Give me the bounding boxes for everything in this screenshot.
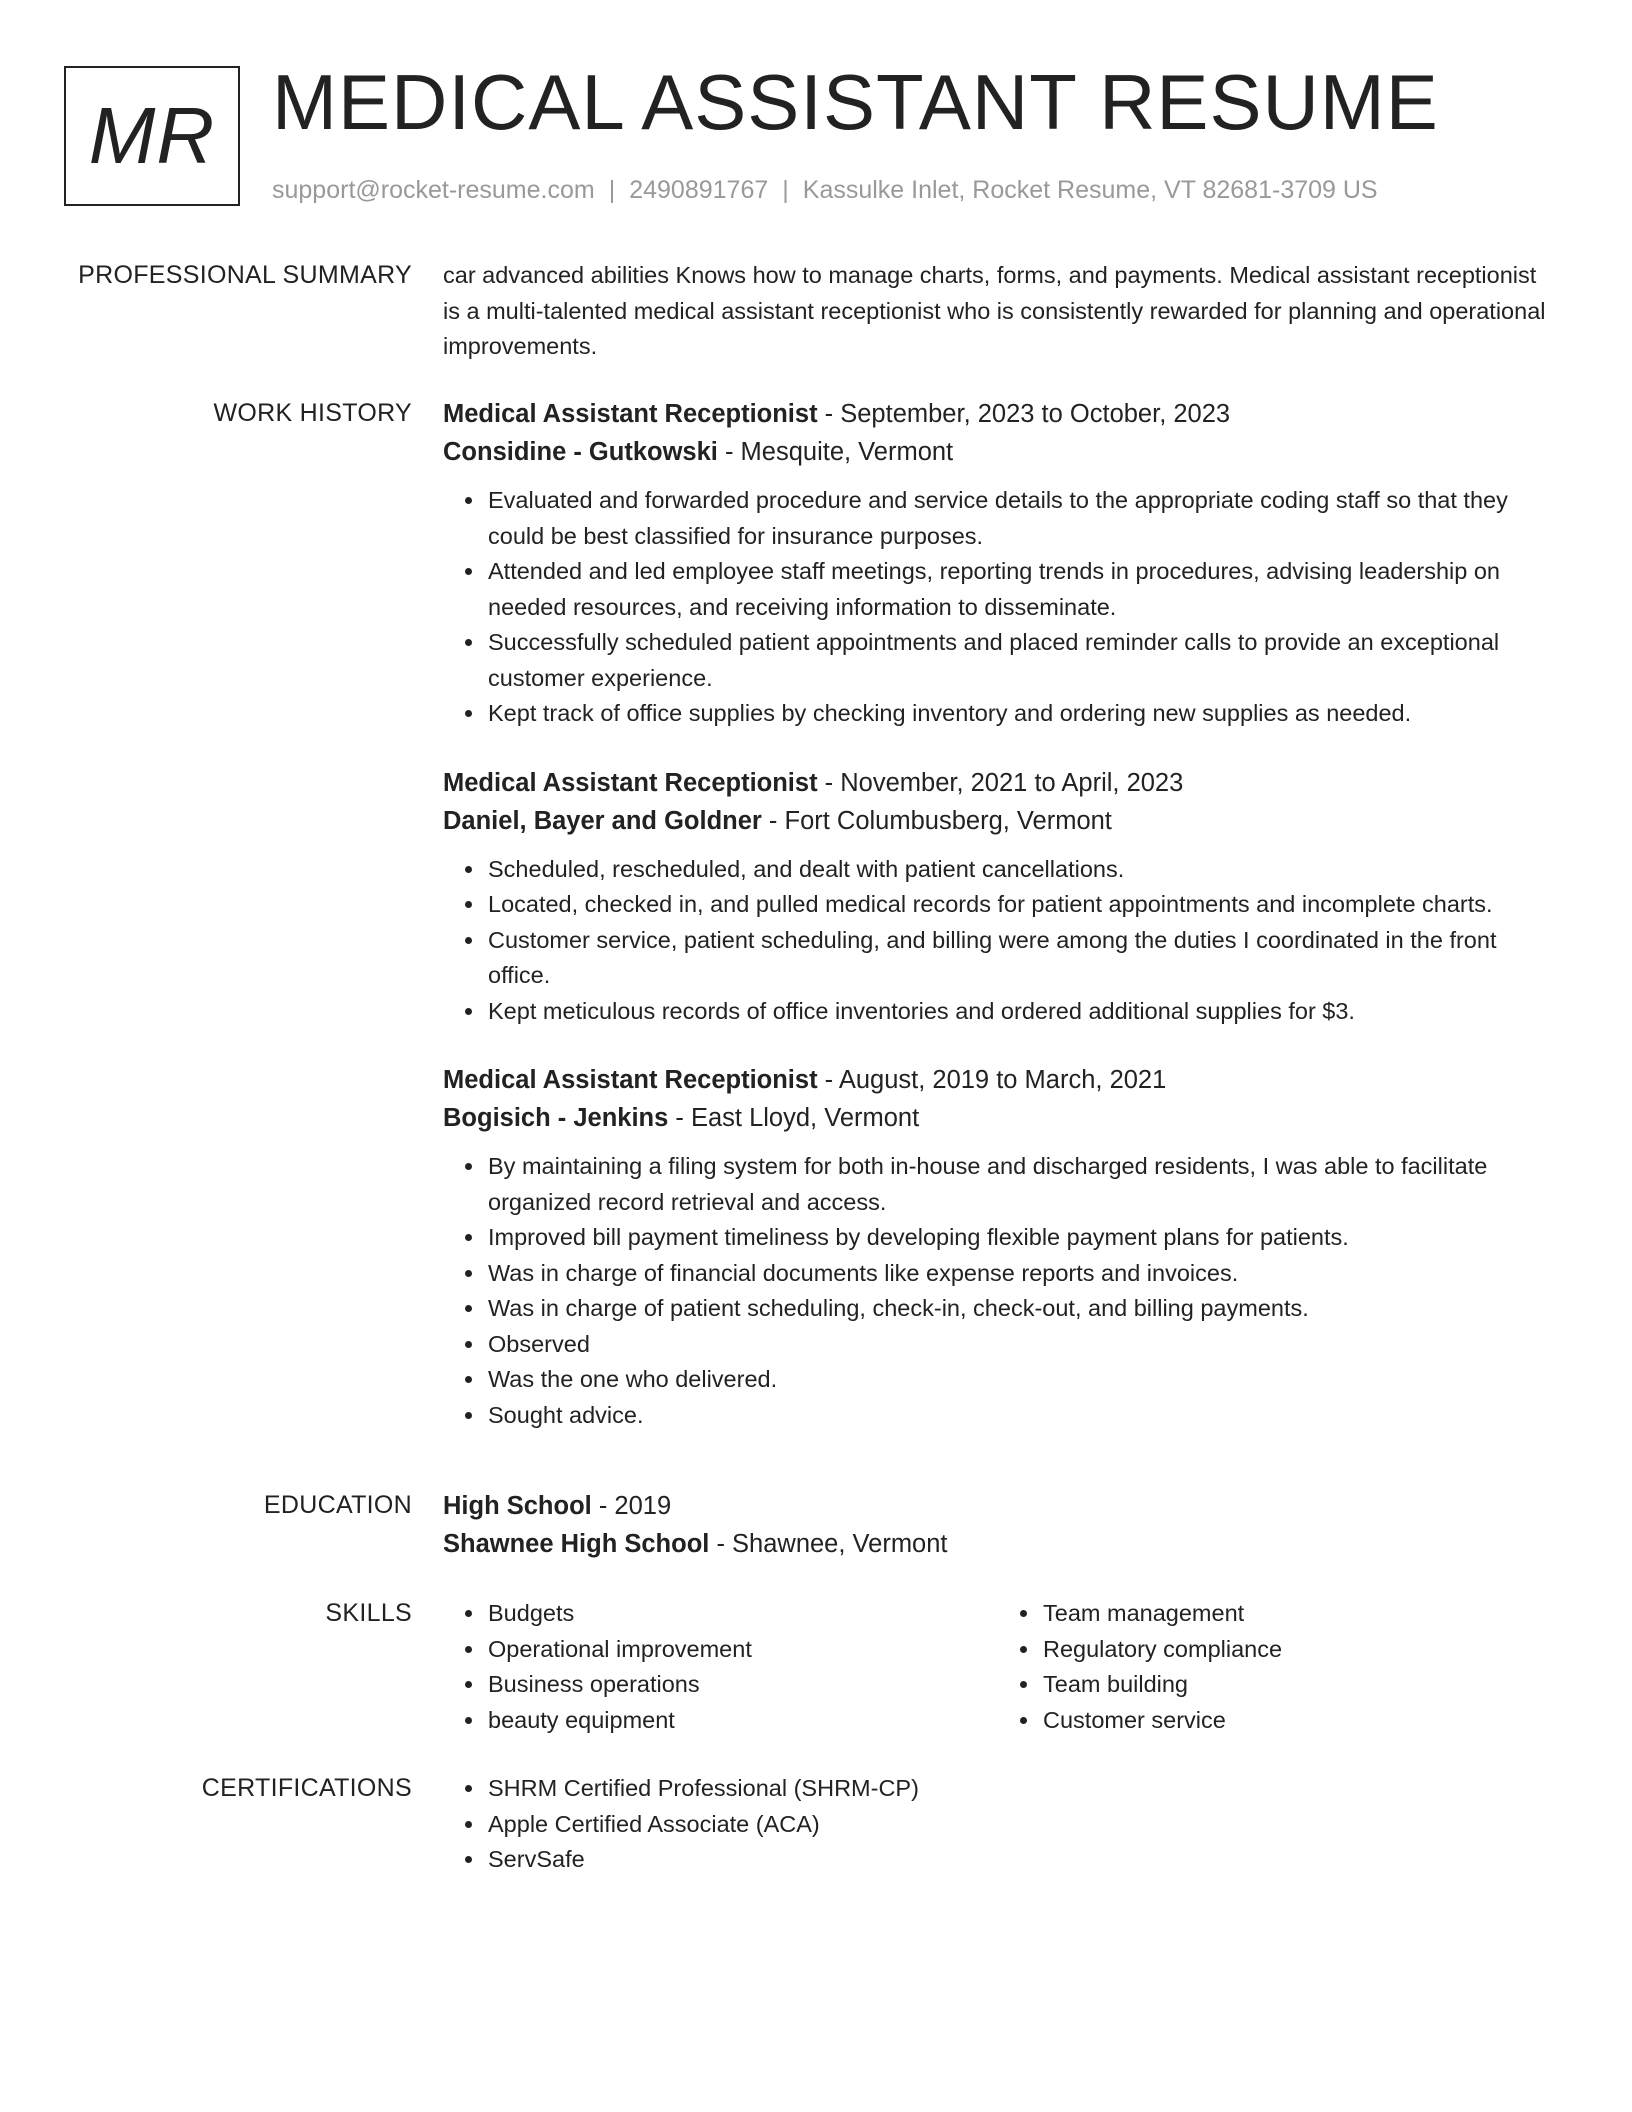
education-school: Shawnee High School	[443, 1530, 710, 1558]
list-item: • Was the one who delivered.	[486, 1362, 1553, 1398]
work-history-body	[443, 395, 1553, 1433]
section-heading-certifications: CERTIFICATIONS	[201, 1774, 412, 1802]
resume-title: MEDICAL ASSISTANT RESUME	[272, 58, 1439, 146]
job-company: Considine - Gutkowski	[443, 438, 718, 466]
list-item: • Improved bill payment timeliness by developing flexible payment plans for patients.	[486, 1220, 1553, 1256]
education-year: - 2019	[591, 1492, 672, 1520]
summary-text: car advanced abilities Knows how to manage charts, forms, and payments. Medical assistant receptionist is a multi-talented medical assistant receptionist who is consistently rewarded for planning and operational improvements.	[443, 262, 1546, 359]
list-item: • Apple Certified Associate (ACA)	[486, 1807, 1553, 1843]
job-location: - Mesquite, Vermont	[717, 438, 954, 466]
job-title: Medical Assistant Receptionist	[443, 1066, 818, 1094]
section-heading-education: EDUCATION	[263, 1491, 412, 1519]
list-item: • Kept meticulous records of office inventories and ordered additional supplies for $3.	[486, 994, 1553, 1030]
job-company: Daniel, Bayer and Goldner	[443, 806, 762, 835]
contact-separator: |	[608, 176, 616, 204]
job-location: - East Lloyd, Vermont	[668, 1104, 920, 1132]
list-item: • Budgets	[486, 1596, 998, 1632]
job-dates: - September, 2023 to October, 2023	[817, 400, 1231, 428]
job-dates: - November, 2021 to April, 2023	[817, 768, 1184, 797]
education-degree-line	[443, 1487, 1553, 1525]
list-item: • beauty equipment	[486, 1703, 998, 1739]
job-entry	[443, 1061, 1553, 1433]
education-body	[443, 1487, 1553, 1563]
job-duties-list	[443, 483, 1553, 732]
education-location: - Shawnee, Vermont	[709, 1530, 948, 1558]
contact-phone[interactable]: 2490891767	[629, 176, 769, 204]
job-location: - Fort Columbusberg, Vermont	[761, 806, 1112, 835]
skills-list-left	[443, 1596, 998, 1738]
skills-list-right	[998, 1596, 1553, 1738]
list-item: • Regulatory compliance	[1041, 1632, 1553, 1668]
list-item: • SHRM Certified Professional (SHRM-CP)	[486, 1771, 1553, 1807]
section-heading-work-history: WORK HISTORY	[213, 399, 412, 427]
skills-body	[443, 1596, 1553, 1738]
list-item: • Observed	[486, 1327, 1553, 1363]
section-heading-skills: SKILLS	[325, 1599, 412, 1627]
job-duties-list	[443, 1149, 1553, 1433]
job-company-line	[443, 433, 1553, 471]
job-title-line	[443, 1061, 1553, 1099]
list-item: • Was in charge of patient scheduling, check-in, check-out, and billing payments.	[486, 1291, 1553, 1327]
contact-separator: |	[782, 176, 789, 204]
education-school-line	[443, 1525, 1553, 1563]
list-item: • Located, checked in, and pulled medical records for patient appointments and incomplete charts.	[486, 887, 1553, 923]
education-degree: High School	[443, 1492, 592, 1520]
list-item: • Was in charge of financial documents like expense reports and invoices.	[486, 1256, 1553, 1292]
job-company-line	[443, 802, 1553, 840]
list-item: • Team management	[1041, 1596, 1553, 1632]
certifications-body	[443, 1771, 1553, 1878]
job-duties-list	[443, 852, 1553, 1030]
list-item: • Business operations	[486, 1667, 998, 1703]
job-title: Medical Assistant Receptionist	[443, 400, 818, 428]
certifications-list	[443, 1771, 1553, 1878]
job-dates: - August, 2019 to March, 2021	[817, 1066, 1167, 1094]
monogram-logo: MR	[64, 66, 240, 206]
list-item: • Customer service	[1041, 1703, 1553, 1739]
list-item: • By maintaining a filing system for both in-house and discharged residents, I was able to facilitate organized record retrieval and access.	[486, 1149, 1553, 1220]
contact-address: Kassulke Inlet, Rocket Resume, VT 82681-3709 US	[802, 176, 1378, 204]
list-item: • Customer service, patient scheduling, and billing were among the duties I coordinated in the front office.	[486, 923, 1553, 994]
list-item: • Kept track of office supplies by checking inventory and ordering new supplies as needed.	[486, 696, 1553, 732]
list-item: • Scheduled, rescheduled, and dealt with patient cancellations.	[486, 852, 1553, 888]
list-item: • ServSafe	[486, 1842, 1553, 1878]
job-title-line	[443, 764, 1553, 802]
list-item: • Successfully scheduled patient appointments and placed reminder calls to provide an exceptional customer experience.	[486, 625, 1553, 696]
job-entry	[443, 764, 1553, 1030]
job-entry	[443, 395, 1553, 732]
contact-email[interactable]: support@rocket-resume.com	[272, 176, 595, 204]
list-item: • Team building	[1041, 1667, 1553, 1703]
job-title-line	[443, 395, 1553, 433]
skills-columns	[443, 1596, 1553, 1738]
job-title: Medical Assistant Receptionist	[443, 768, 818, 797]
job-company: Bogisich - Jenkins	[443, 1104, 669, 1132]
list-item: • Attended and led employee staff meetings, reporting trends in procedures, advising leadership on needed resources, and receiving information to disseminate.	[486, 554, 1553, 625]
section-heading-summary: PROFESSIONAL SUMMARY	[78, 261, 412, 289]
job-company-line	[443, 1099, 1553, 1137]
summary-body	[443, 258, 1553, 365]
list-item: • Sought advice.	[486, 1398, 1553, 1434]
list-item: • Operational improvement	[486, 1632, 998, 1668]
list-item: • Evaluated and forwarded procedure and service details to the appropriate coding staff so that they could be best classified for insurance purposes.	[486, 483, 1553, 554]
contact-line	[272, 172, 1378, 208]
